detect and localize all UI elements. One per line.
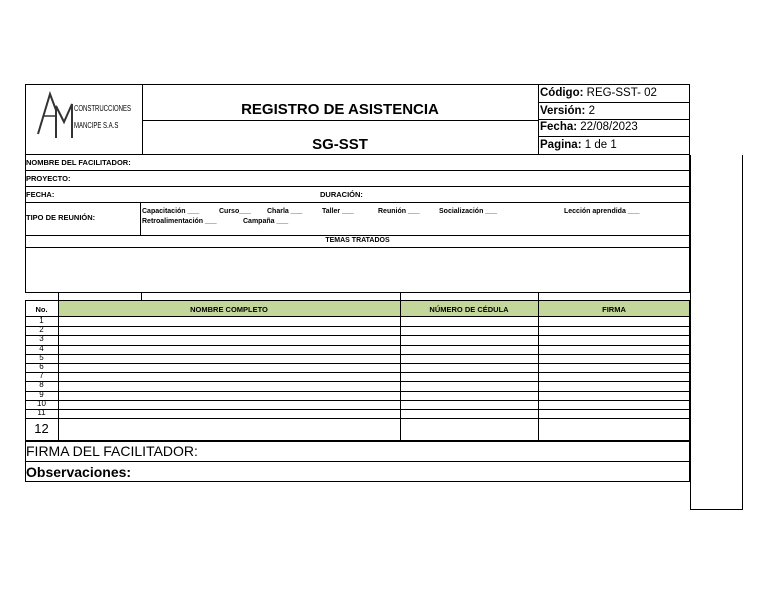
firma-facilitador-label: FIRMA DEL FACILITADOR:	[26, 443, 198, 459]
attendance-table	[25, 300, 690, 441]
option-socializacion: Socialización ___	[439, 208, 497, 215]
facilitador-label: NOMBRE DEL FACILITADOR:	[26, 158, 131, 167]
tipo-reunion-label: TIPO DE REUNIÓN:	[26, 213, 96, 222]
meta-pagina: Pagina: 1 de 1	[540, 139, 617, 151]
meta-version: Versión: 2	[540, 105, 595, 117]
col-cedula: NÚMERO DE CÉDULA	[429, 305, 509, 314]
proyecto-label: PROYECTO:	[26, 174, 71, 183]
company-name-line1: CONSTRUCCIONES	[74, 104, 132, 113]
table-row-number: 9	[39, 390, 44, 399]
table-row-number: 12	[34, 421, 49, 437]
form-subtitle: SG-SST	[312, 136, 368, 153]
table-row-number: 2	[39, 326, 44, 335]
meta-codigo: Código: REG-SST- 02	[540, 87, 657, 99]
observaciones-label: Observaciones:	[26, 464, 132, 480]
option-campana: Campaña ___	[243, 218, 289, 225]
topics-area	[25, 248, 690, 293]
company-name-line2: MANCIPE S.A.S	[74, 121, 119, 130]
option-reunion: Reunión ___	[378, 208, 420, 215]
table-row-number: 4	[39, 344, 44, 353]
table-row-number: 11	[37, 409, 46, 417]
option-capacitacion: Capacitación ___	[142, 208, 200, 215]
table-row-number: 1	[39, 317, 44, 325]
table-row-number: 8	[39, 381, 44, 390]
option-curso: Curso___	[219, 208, 251, 215]
fecha-label: FECHA:	[26, 190, 55, 199]
col-nombre: NOMBRE COMPLETO	[190, 305, 268, 314]
table-row-number: 5	[39, 353, 44, 362]
col-firma: FIRMA	[602, 305, 626, 314]
temas-tratados-label: TEMAS TRATADOS	[325, 237, 390, 244]
table-row-number: 7	[39, 372, 44, 381]
table-row-number: 6	[39, 363, 44, 371]
duracion-label: DURACIÓN:	[320, 190, 363, 199]
option-leccion: Lección aprendida ___	[564, 208, 640, 215]
option-taller: Taller ___	[322, 208, 354, 215]
form-title: REGISTRO DE ASISTENCIA	[241, 101, 439, 118]
option-charla: Charla ___	[267, 208, 303, 215]
option-retroalimentacion: Retroalimentación ___	[142, 218, 217, 225]
meta-fecha: Fecha: 22/08/2023	[540, 121, 638, 133]
table-row-number: 10	[37, 399, 46, 408]
company-logo	[34, 88, 138, 150]
table-row-number: 3	[39, 335, 44, 344]
col-no: No.	[35, 305, 48, 314]
